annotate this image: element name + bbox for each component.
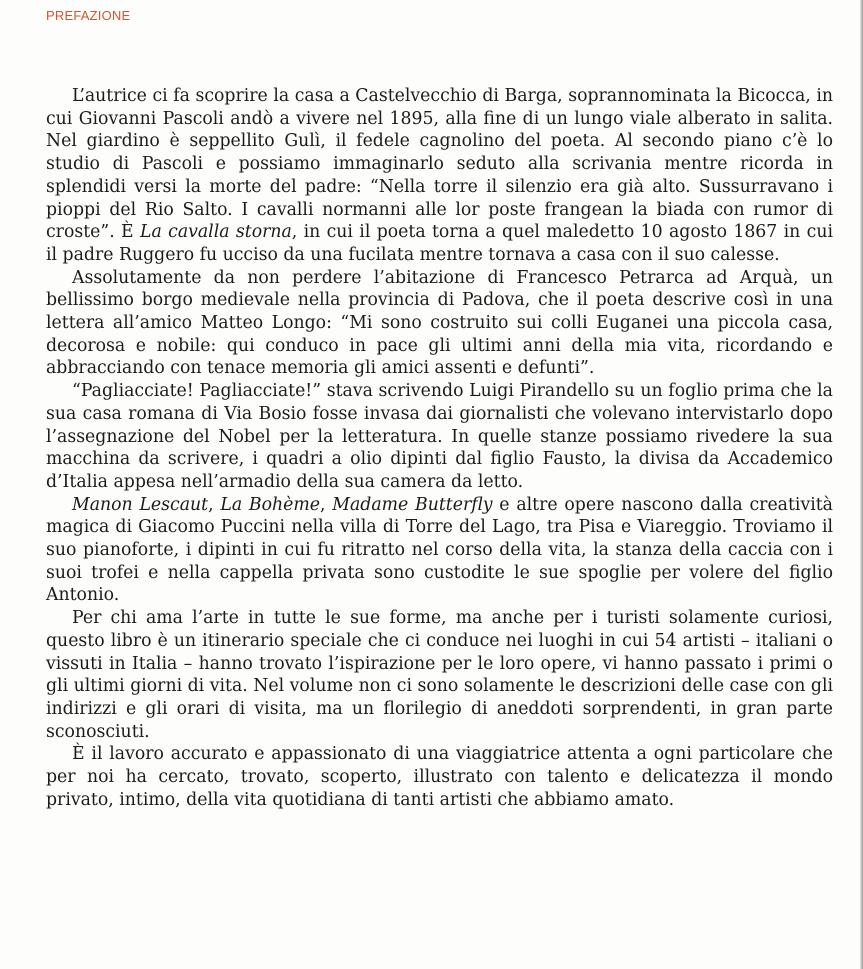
section-title: PREFAZIONE (46, 8, 131, 23)
paragraph-petrarca (46, 267, 833, 381)
paragraph-text: Assolutamente da non perdere l’abitazione di Francesco Petrarca ad Arquà, un bellissimo borgo medievale nella provincia di Padova, che il poeta descrive così in una lettera all’amico Matteo Longo: “Mi sono costruito sui colli Euganei una piccola casa, decorosa e nobile: qui conduco in pace gli ultimi anni della mia vita, ricordando e abbracciando con tenace memoria gli amici assenti e defunti”. (46, 267, 833, 379)
paragraph-text: È il lavoro accurato e appassionato di una viaggiatrice attenta a ogni particolare che per noi ha cercato, trovato, scoperto, illustrato con talento e delicatezza il mondo privato, intimo, della vita quotidiana di tanti artisti che abbiamo amato. (46, 744, 833, 810)
separator: , (320, 494, 333, 515)
italic-title: Madame Butterfly (332, 494, 493, 515)
paragraph-text: “Pagliacciate! Pagliacciate!” stava scrivendo Luigi Pirandello su un foglio prima che la sua casa romana di Via Bosio fosse invasa dai giornalisti che volevano intervistarlo dopo l’assegnazione del Nobel per la letteratura. In quelle stanze possiamo rivedere la sua macchina da scrivere, i quadri a olio dipinti dal figlio Fausto, la divisa da Accademico d’Italia appesa nell’armadio della sua camera da letto. (46, 381, 833, 492)
paragraph-author-work (46, 743, 833, 811)
preface-body (46, 85, 833, 812)
paragraph-text: , in cui il poeta torna a quel maledetto 10 agosto 1867 in cui il padre Ruggero fu ucciso da una fucilata mentre tornava a casa con il suo calesse. (46, 222, 833, 265)
paragraph-pirandello (46, 380, 833, 494)
paragraph-text: L’autrice ci fa scoprire la casa a Castelvecchio di Barga, soprannominata la Bicocca, in cui Giovanni Pascoli andò a vivere nel 1895, alla fine di un lungo viale alberato in salita. Nel giardino è seppellito Gulì, il fedele cagnolino del poeta. Al secondo piano c’è lo studio di Pascoli e possiamo immaginarlo seduto alla scrivania mentre ricorda in splendidi versi la morte del padre: “Nella torre il silenzio era già alto. Sussurravano i pioppi del Rio Salto. I cavalli normanni alle lor poste frangean la biada con rumor di croste”. È (46, 86, 833, 243)
separator: , (208, 494, 221, 515)
italic-title: Manon Lescaut (72, 494, 209, 515)
italic-title: La Bohème (220, 494, 320, 515)
paragraph-text: e altre opere nascono dalla creatività magica di Giacomo Puccini nella villa di Torre del Lago, tra Pisa e Viareggio. Troviamo il suo pianoforte, i dipinti in cui fu ritratto nel corso della vita, la stanza della caccia con i suoi trofei e nella cappella privata sono custodite le sue spoglie per volere del figlio Antonio. (46, 494, 833, 606)
paragraph-book-intro (46, 607, 833, 743)
paragraph-text: Per chi ama l’arte in tutte le sue forme, ma anche per i turisti solamente curiosi, questo libro è un itinerario speciale che ci conduce nei luoghi in cui 54 artisti – italiani o vissuti in Italia – hanno trovato l’ispirazione per le loro opere, vi hanno passato i primi o gli ultimi giorni di vita. Nel volume non ci sono solamente le descrizioni delle case con gli indirizzi e gli orari di visita, ma un florilegio di aneddoti sorprendenti, in gran parte sconosciuti. (46, 608, 833, 742)
paragraph-pascoli (46, 85, 833, 267)
paragraph-puccini (46, 494, 833, 608)
italic-title: La cavalla storna (140, 222, 292, 243)
